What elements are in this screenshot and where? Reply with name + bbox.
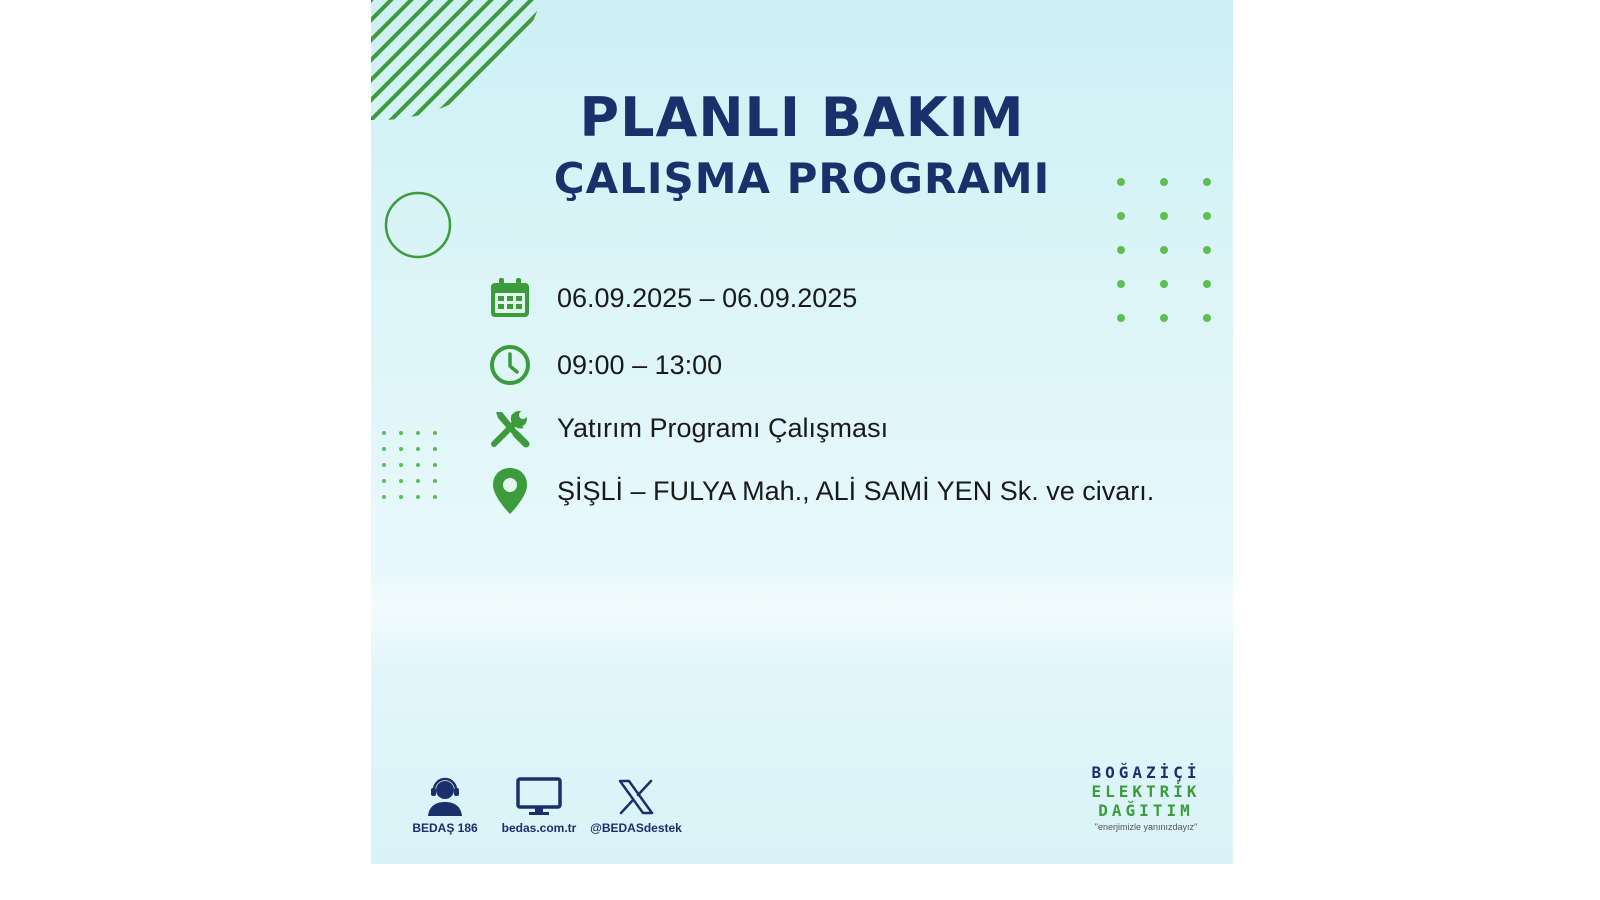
logo-line-3: DAĞITIM (1098, 801, 1194, 820)
announcement-poster (371, 0, 1233, 864)
time-range-text: 09:00 – 13:00 (557, 349, 723, 380)
phone-label: BEDAŞ 186 (412, 821, 478, 835)
logo-line-2: ELEKTRİK (1091, 782, 1201, 801)
location-row (487, 466, 1154, 516)
website-label: bedas.com.tr (501, 821, 577, 835)
social-label: @BEDASdestek (590, 821, 682, 835)
date-range-text: 06.09.2025 – 06.09.2025 (557, 282, 858, 313)
footer-website (484, 775, 594, 835)
footer-social (581, 775, 691, 835)
clock-icon (487, 342, 533, 388)
company-logo (1071, 763, 1221, 832)
headset-agent-icon (425, 776, 465, 818)
tools-icon (487, 405, 533, 451)
location-text: ŞİŞLİ – FULYA Mah., ALİ SAMİ YEN Sk. ve civarı. (557, 475, 1155, 506)
work-type-text: Yatırım Programı Çalışması (557, 412, 889, 443)
background-haze (371, 560, 1233, 670)
time-row (487, 340, 722, 390)
poster-subtitle: ÇALIŞMA PROGRAMI (553, 154, 1051, 203)
logo-line-1: BOĞAZİÇİ (1091, 763, 1201, 782)
poster-title: PLANLI BAKIM (579, 86, 1025, 149)
location-pin-icon (487, 468, 533, 514)
logo-tagline: "enerjimizle yanınızdayız" (1094, 822, 1198, 832)
x-logo-icon (617, 778, 655, 816)
work-type-row (487, 403, 888, 453)
monitor-icon (516, 777, 562, 817)
date-row (487, 273, 857, 323)
calendar-icon (487, 275, 533, 321)
decorative-dot-grid-left (379, 428, 449, 500)
